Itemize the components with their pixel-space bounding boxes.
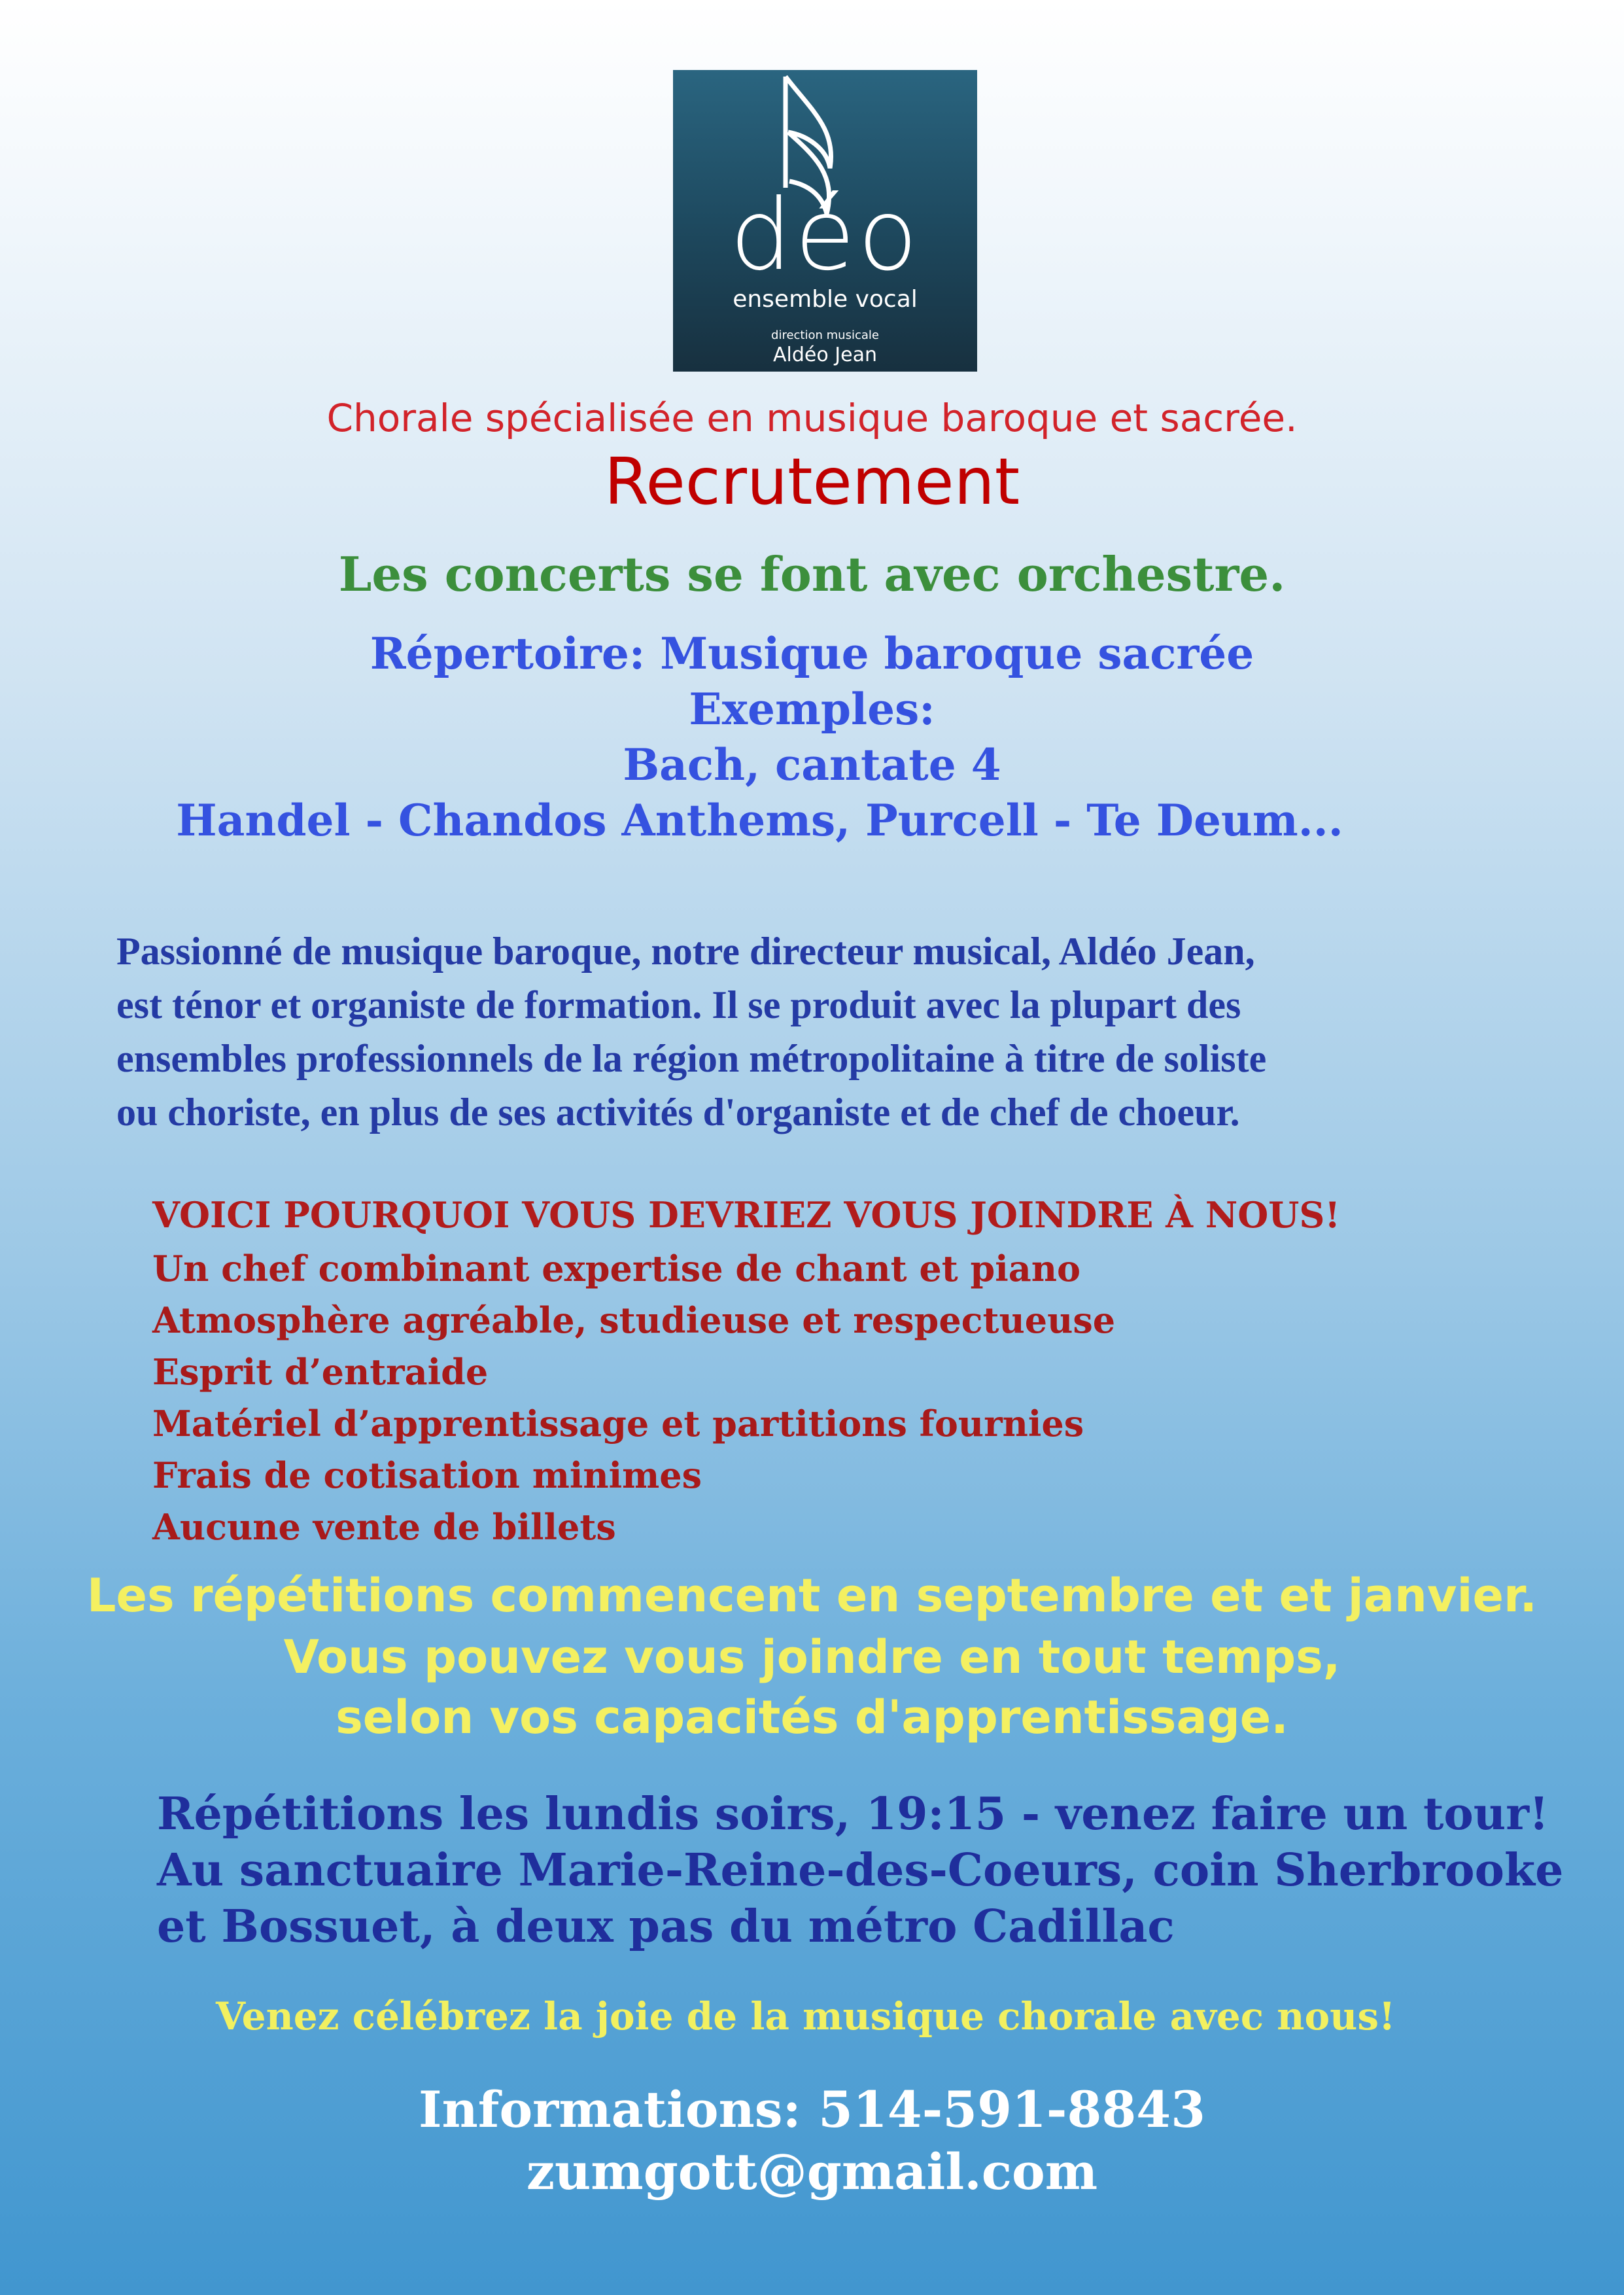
bio-line: ou choriste, en plus de ses activités d'organiste et de chef de choeur. xyxy=(116,1091,1240,1134)
phone-info: Informations: 514-591-8843 xyxy=(418,2080,1205,2139)
bio-line: est ténor et organiste de formation. Il se produit avec la plupart des xyxy=(116,983,1241,1026)
logo-subtitle: ensemble vocal xyxy=(733,286,918,313)
logo-wordmark: déo xyxy=(729,179,921,292)
schedule-line: Au sanctuaire Marie-Reine-des-Coeurs, coin Sherbrooke xyxy=(157,1844,1564,1897)
example-handel-purcell: Handel - Chandos Anthems, Purcell - Te Deum... xyxy=(176,795,1343,846)
rehearsals-start-line: Les répétitions commencent en septembre et et janvier. xyxy=(86,1569,1538,1622)
learning-capacity-line: selon vos capacités d'apprentissage. xyxy=(336,1691,1288,1744)
logo-director: Aldéo Jean xyxy=(773,343,877,366)
bio-line: ensembles professionnels de la région métropolitaine à titre de soliste xyxy=(116,1037,1267,1080)
schedule-block xyxy=(157,1786,1563,1955)
repertoire-heading: Répertoire: Musique baroque sacrée xyxy=(370,628,1254,679)
example-bach: Bach, cantate 4 xyxy=(623,739,1001,790)
orchestra-note: Les concerts se font avec orchestre. xyxy=(338,546,1286,602)
schedule-line: Répétitions les lundis soirs, 19:15 - venez faire un tour! xyxy=(157,1788,1549,1840)
join-anytime-line: Vous pouvez vous joindre en tout temps, xyxy=(283,1630,1341,1684)
reasons-heading: VOICI POURQUOI VOUS DEVRIEZ VOUS JOINDRE À NOUS! xyxy=(152,1194,1341,1236)
director-bio xyxy=(116,924,1266,1139)
reasons-list xyxy=(152,1243,1115,1553)
logo-direction-label: direction musicale xyxy=(771,328,879,342)
schedule-line: et Bossuet, à deux pas du métro Cadillac xyxy=(157,1901,1175,1953)
list-item: Un chef combinant expertise de chant et piano xyxy=(152,1248,1081,1289)
list-item: Matériel d’apprentissage et partitions fournies xyxy=(152,1403,1084,1445)
examples-label: Exemples: xyxy=(689,684,935,735)
invitation: Venez célébrez la joie de la musique chorale avec nous! xyxy=(216,1994,1396,2039)
email-address: zumgott@gmail.com xyxy=(526,2143,1098,2201)
list-item: Atmosphère agréable, studieuse et respectueuse xyxy=(152,1299,1116,1341)
bio-line: Passionné de musique baroque, notre directeur musical, Aldéo Jean, xyxy=(116,930,1255,973)
tagline: Chorale spécialisée en musique baroque et sacrée. xyxy=(326,396,1298,440)
page-title: Recrutement xyxy=(604,445,1020,519)
list-item: Frais de cotisation minimes xyxy=(152,1454,702,1496)
list-item: Esprit d’entraide xyxy=(152,1351,489,1393)
list-item: Aucune vente de billets xyxy=(152,1506,616,1548)
logo xyxy=(673,70,977,372)
